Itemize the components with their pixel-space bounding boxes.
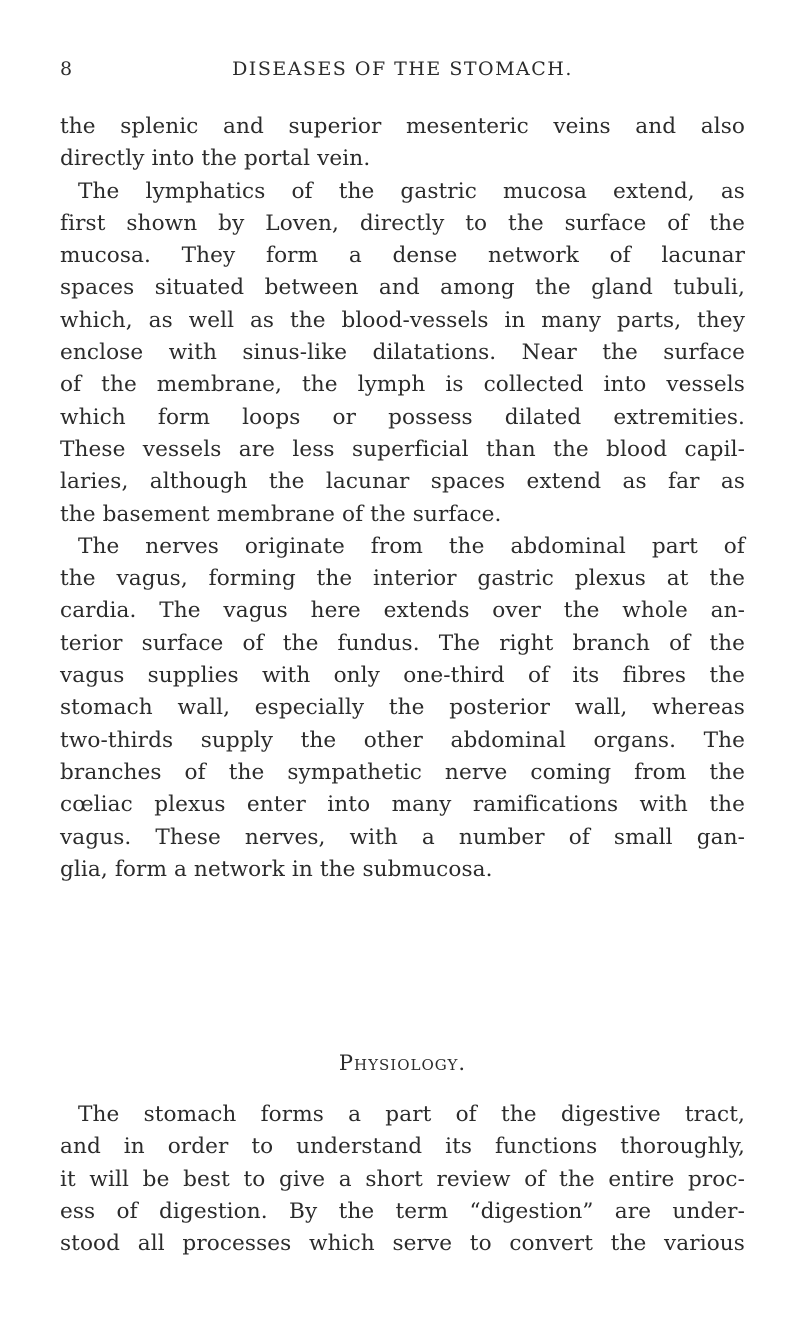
text-line: of the membrane, the lymph is collected into vessels	[60, 372, 745, 398]
text-line: mucosa. They form a dense network of lacunar	[60, 243, 745, 269]
text-line: two-thirds supply the other abdominal organs. The	[60, 727, 745, 753]
text-line: The nerves originate from the abdominal part of	[78, 533, 745, 559]
text-line: the vagus, forming the interior gastric plexus at the	[60, 566, 745, 592]
paragraph-veins-continuation	[60, 111, 745, 176]
text-line: stood all processes which serve to convert the various	[60, 1231, 745, 1257]
body-text-section-2	[60, 1099, 745, 1260]
text-line: it will be best to give a short review of the entire proc-	[60, 1166, 745, 1192]
text-line: first shown by Loven, directly to the surface of the	[60, 210, 745, 236]
text-line: which form loops or possess dilated extremities.	[60, 404, 745, 430]
text-line: which, as well as the blood-vessels in many parts, they	[60, 307, 745, 333]
text-line: branches of the sympathetic nerve coming from the	[60, 759, 745, 785]
text-line: vagus supplies with only one-third of its fibres the	[60, 663, 745, 689]
text-line: the splenic and superior mesenteric veins and also	[60, 114, 745, 139]
text-line: vagus. These nerves, with a number of small gan-	[60, 824, 745, 850]
running-title: DISEASES OF THE STOMACH.	[232, 58, 573, 80]
paragraph-physiology-intro	[60, 1099, 745, 1260]
text-line: cardia. The vagus here extends over the whole an-	[60, 598, 745, 624]
text-line: ess of digestion. By the term “digestion” are under-	[60, 1198, 745, 1224]
section-heading-physiology: Physiology.	[338, 1051, 467, 1075]
text-line: and in order to understand its functions thoroughly,	[60, 1134, 745, 1160]
text-line: enclose with sinus-like dilatations. Near the surface	[60, 340, 745, 366]
text-line: directly into the portal vein.	[60, 146, 371, 172]
paragraph-lymphatics	[60, 176, 745, 531]
paragraph-nerves	[60, 531, 745, 886]
text-line: terior surface of the fundus. The right branch of the	[60, 630, 745, 656]
text-line: The stomach forms a part of the digestive tract,	[78, 1102, 745, 1127]
body-text-section-1	[60, 111, 745, 886]
text-line: The lymphatics of the gastric mucosa extend, as	[78, 178, 745, 204]
text-line: the basement membrane of the surface.	[60, 501, 502, 527]
running-head	[60, 58, 745, 88]
text-line: These vessels are less superficial than the blood capil-	[60, 436, 745, 462]
text-line: stomach wall, especially the posterior wall, whereas	[60, 695, 745, 721]
page-number: 8	[60, 58, 73, 80]
text-line: glia, form a network in the submucosa.	[60, 856, 493, 882]
text-line: cœliac plexus enter into many ramifications with the	[60, 792, 745, 818]
text-line: laries, although the lacunar spaces extend as far as	[60, 469, 745, 495]
text-line: spaces situated between and among the gland tubuli,	[60, 275, 745, 301]
